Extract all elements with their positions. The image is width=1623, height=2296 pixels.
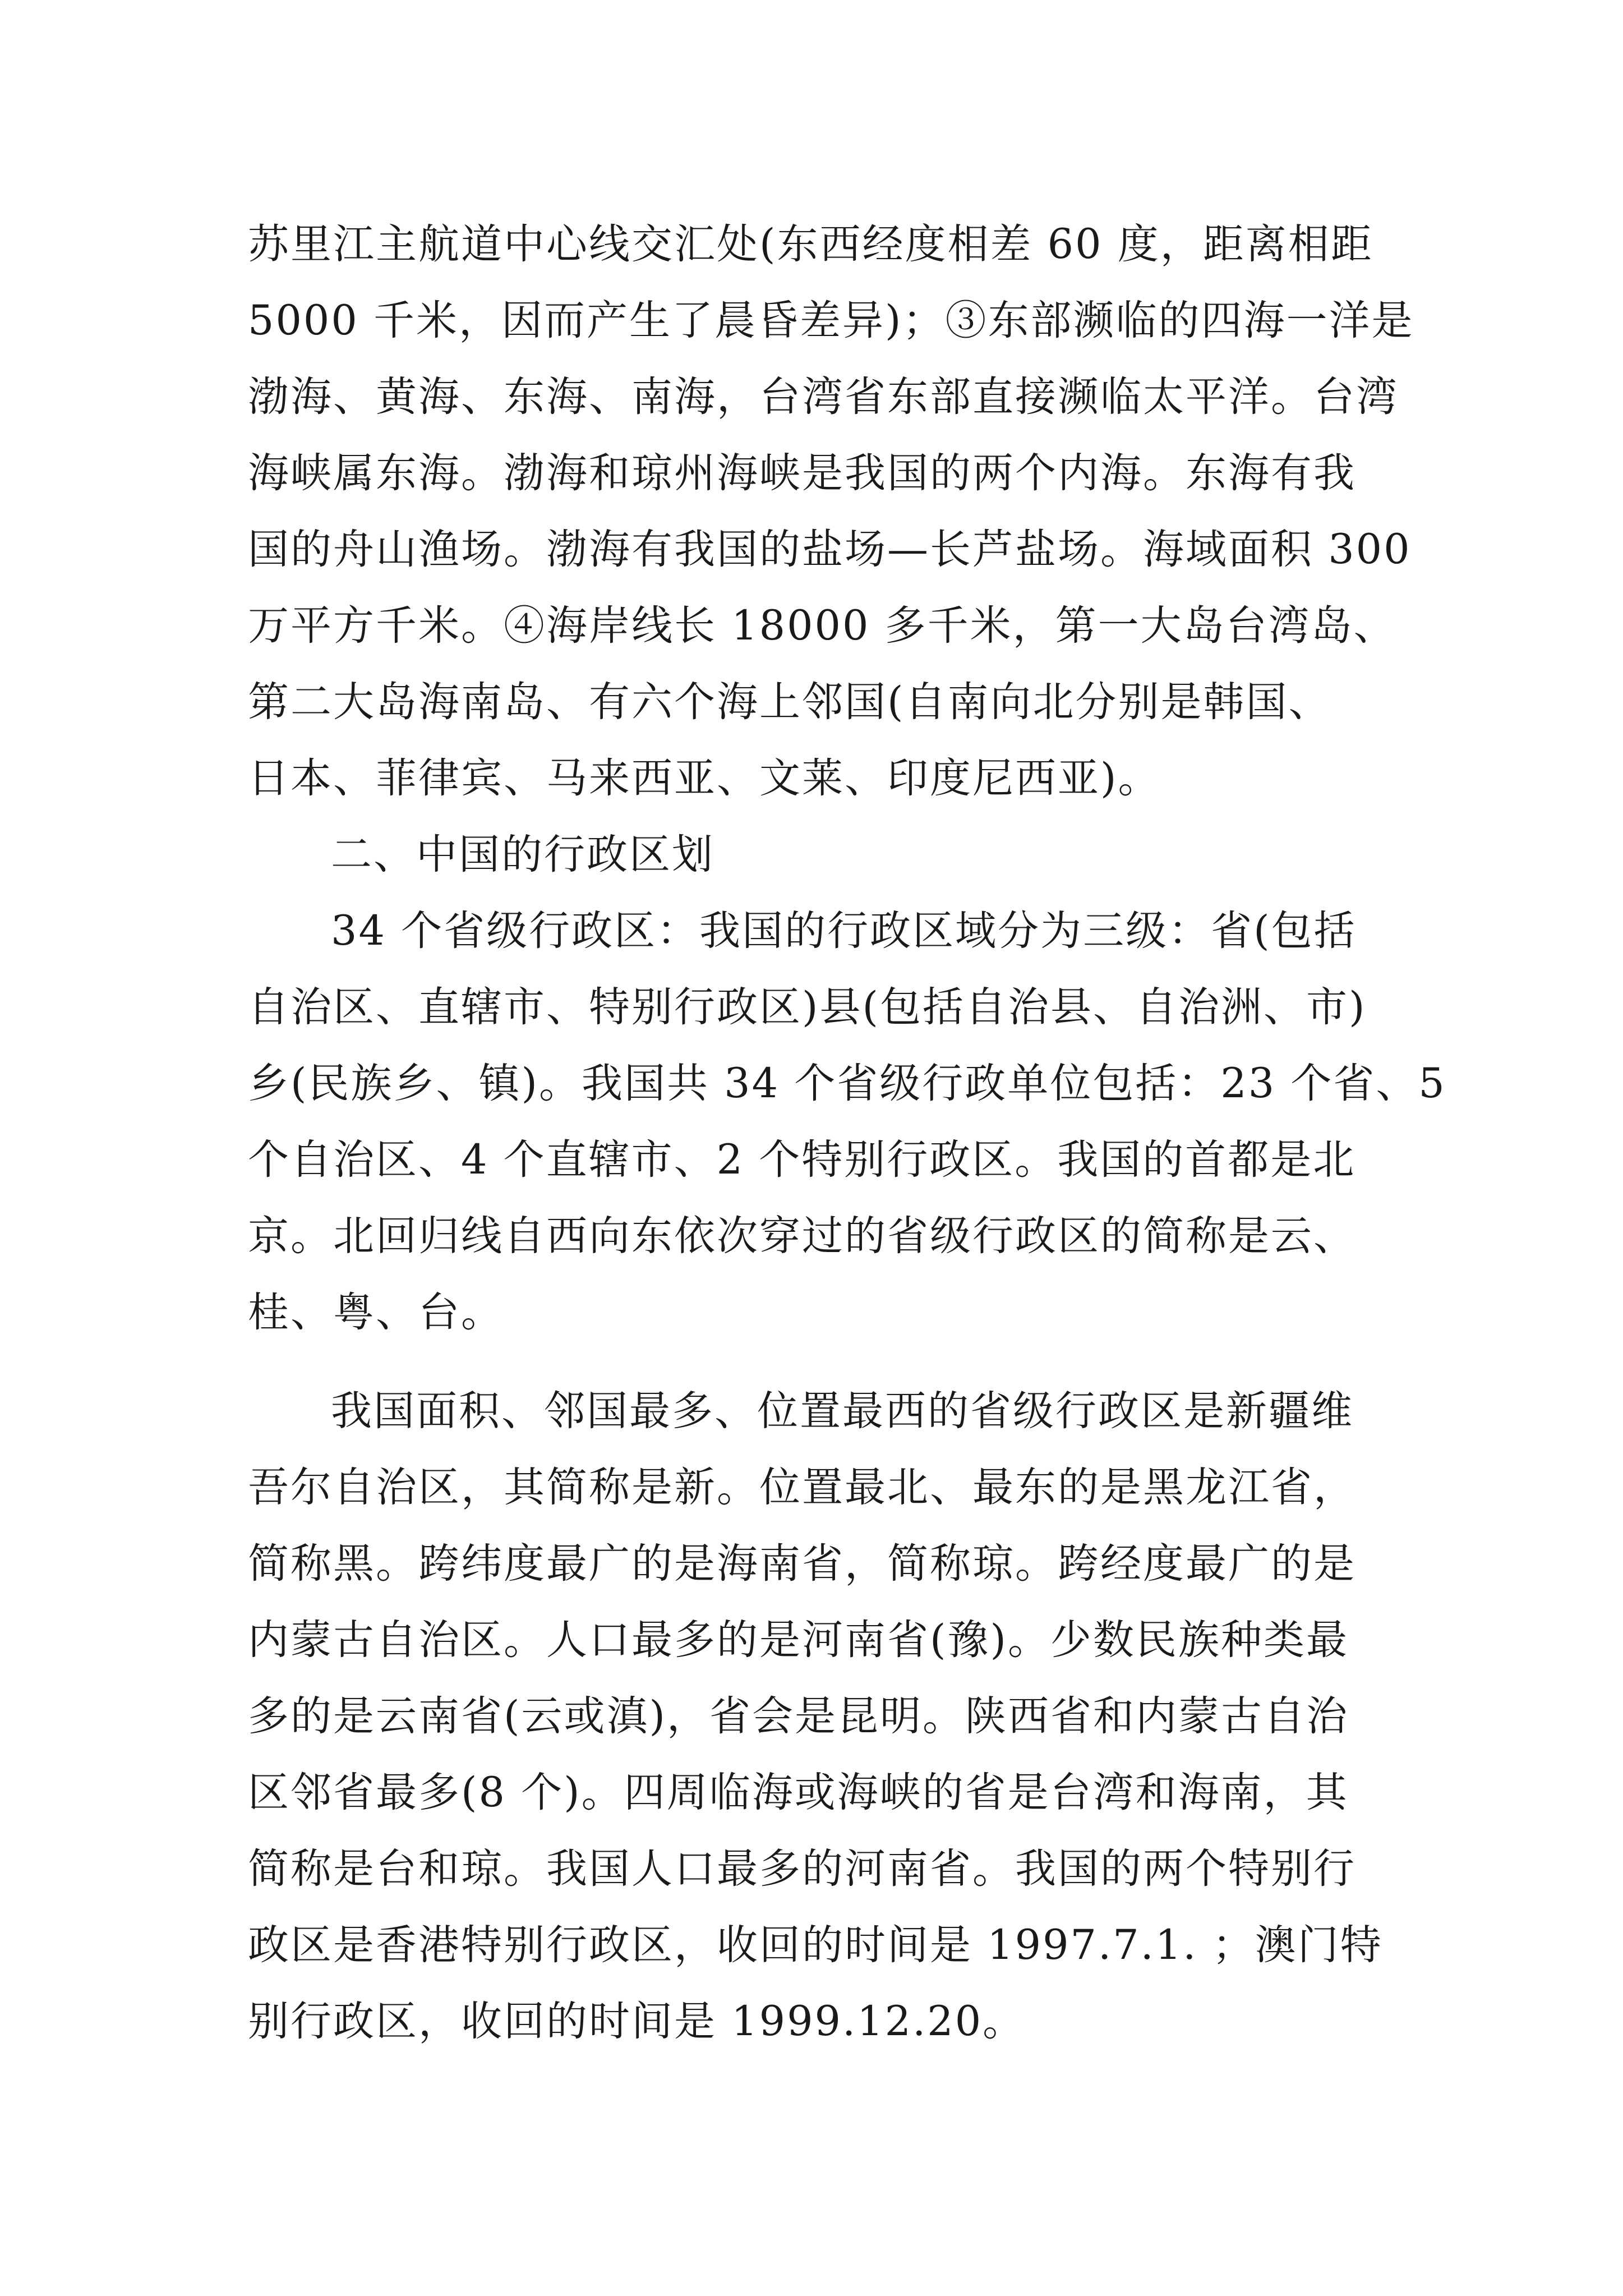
paragraph-3-line-7: 简称是台和琼。我国人口最多的河南省。我国的两个特别行 <box>248 1845 1356 1893</box>
paragraph-spacer <box>248 1351 1426 1373</box>
paragraph-1-line-4: 海峡属东海。渤海和琼州海峡是我国的两个内海。东海有我 <box>248 449 1356 497</box>
paragraph-1-line-7: 第二大岛海南岛、有六个海上邻国(自南向北分别是韩国、 <box>248 678 1331 726</box>
paragraph-1-line-1: 苏里江主航道中心线交汇处(东西经度相差 60 度，距离相距 <box>248 220 1373 268</box>
paragraph-2-line-6: 桂、粤、台。 <box>248 1289 504 1336</box>
paragraph-2-line-3: 乡(民族乡、镇)。我国共 34 个省级行政单位包括：23 个省、5 <box>248 1060 1446 1107</box>
section-heading: 二、中国的行政区划 <box>331 831 714 878</box>
paragraph-1-line-8: 日本、菲律宾、马来西亚、文莱、印度尼西亚)。 <box>248 754 1161 802</box>
paragraph-3-line-5: 多的是云南省(云或滇)，省会是昆明。陕西省和内蒙古自治 <box>248 1692 1349 1740</box>
paragraph-1-line-6: 万平方千米。④海岸线长 18000 多千米，第一大岛台湾岛、 <box>248 602 1396 650</box>
paragraph-2-line-2: 自治区、直辖市、特别行政区)县(包括自治县、自治洲、市) <box>248 983 1367 1031</box>
paragraph-3-line-3: 简称黑。跨纬度最广的是海南省，简称琼。跨经度最广的是 <box>248 1540 1356 1588</box>
paragraph-3-line-2: 吾尔自治区，其简称是新。位置最北、最东的是黑龙江省， <box>248 1464 1356 1511</box>
paragraph-3-line-9: 别行政区，收回的时间是 1999.12.20。 <box>248 1998 1026 2045</box>
paragraph-3-line-6: 区邻省最多(8 个)。四周临海或海峡的省是台湾和海南，其 <box>248 1769 1349 1816</box>
paragraph-1-line-3: 渤海、黄海、东海、南海，台湾省东部直接濒临太平洋。台湾 <box>248 373 1399 421</box>
paragraph-1-line-5: 国的舟山渔场。渤海有我国的盐场—长芦盐场。海域面积 300 <box>248 526 1412 573</box>
document-body <box>248 206 1446 2060</box>
paragraph-3-line-8: 政区是香港特别行政区，收回的时间是 1997.7.1. ；澳门特 <box>248 1921 1383 1969</box>
paragraph-3-line-1: 我国面积、邻国最多、位置最西的省级行政区是新疆维 <box>331 1387 1354 1435</box>
paragraph-3-line-4: 内蒙古自治区。人口最多的是河南省(豫)。少数民族种类最 <box>248 1616 1349 1664</box>
paragraph-2-line-1: 34 个省级行政区：我国的行政区域分为三级：省(包括 <box>331 907 1357 955</box>
paragraph-2-line-5: 京。北回归线自西向东依次穿过的省级行政区的简称是云、 <box>248 1212 1356 1260</box>
paragraph-1-line-2: 5000 千米，因而产生了晨昏差异)；③东部濒临的四海一洋是 <box>248 297 1414 344</box>
paragraph-2-line-4: 个自治区、4 个直辖市、2 个特别行政区。我国的首都是北 <box>248 1136 1356 1184</box>
